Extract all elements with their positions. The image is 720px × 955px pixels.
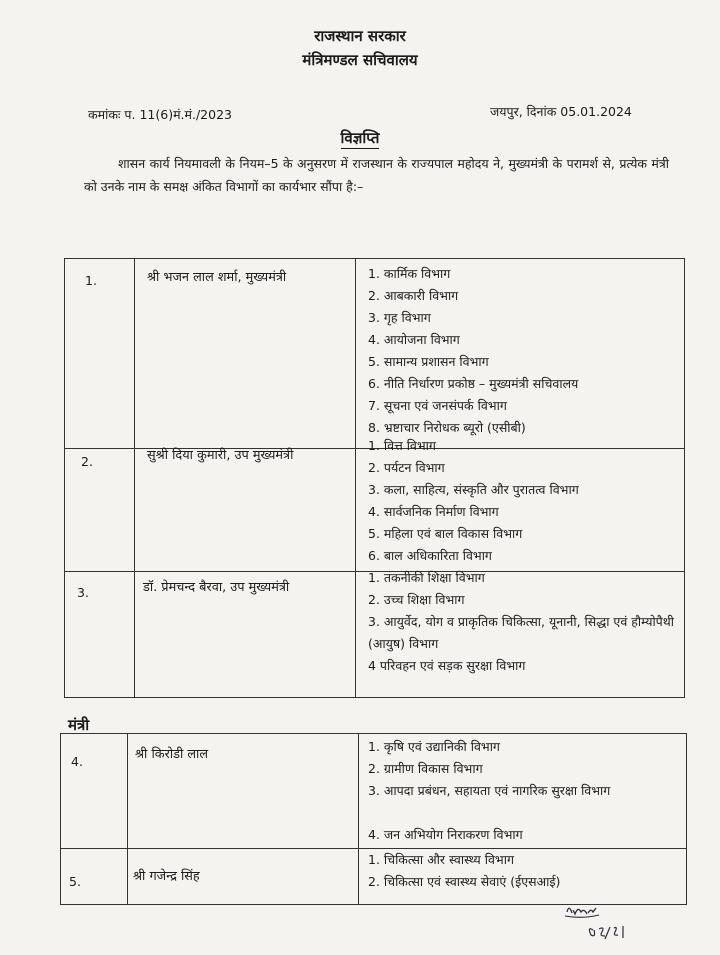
department-list [368, 263, 578, 439]
department-item: 6. नीति निर्धारण प्रकोष्ठ – मुख्यमंत्री सचिवालय [368, 376, 579, 391]
department-item: 3. आयुर्वेद, योग व प्राकृतिक चिकित्सा, यूनानी, सिद्धा एवं हौम्योपैथी (आयुष) विभाग [368, 614, 675, 651]
department-list [368, 849, 560, 893]
row-number: 3. [77, 585, 89, 600]
row-number: 4. [71, 754, 83, 769]
row-number: 1. [85, 273, 97, 288]
department-item: 1. कार्मिक विभाग [368, 266, 451, 281]
place-date: जयपुर, दिनांक 05.01.2024 [490, 104, 632, 119]
minister-name: श्री गजेन्द्र सिंह [133, 869, 200, 884]
department-item: 1. कृषि एवं उद्यानिकी विभाग [368, 739, 500, 754]
department-item: 2. पर्यटन विभाग [368, 460, 445, 475]
row-number: 2. [81, 454, 93, 469]
ministers-heading: मंत्री [68, 716, 90, 734]
department-item: 1. चिकित्सा और स्वास्थ्य विभाग [368, 852, 514, 867]
minister-name: सुश्री दिया कुमारी, उप मुख्यमंत्री [147, 448, 294, 463]
department-item: 5. महिला एवं बाल विकास विभाग [368, 526, 523, 541]
department-item: 8. भ्रष्टाचार निरोधक ब्यूरो (एसीबी) [368, 420, 526, 435]
department-list [368, 435, 579, 567]
department-item: 4. जन अभियोग निराकरण विभाग [368, 827, 523, 842]
handwritten-initials [563, 902, 633, 947]
minister-name: श्री किरोडी लाल [135, 747, 209, 762]
department-list [368, 736, 684, 846]
department-item: 2. ग्रामीण विकास विभाग [368, 761, 483, 776]
department-item: 5. सामान्य प्रशासन विभाग [368, 354, 489, 369]
intro-text: शासन कार्य नियमावली के नियम–5 के अनुसरण में राजस्थान के राज्यपाल महोदय ने, मुख्यमंत्री के परामर्श से, प्रत्येक मंत्री को उनके नाम के समक्ष अंकित विभागों का कार्यभार सौंपा है:– [84, 156, 669, 194]
department-item: 2. उच्च शिक्षा विभाग [368, 592, 465, 607]
row-number: 5. [69, 874, 81, 889]
department-item: 2. चिकित्सा एवं स्वास्थ्य सेवाएं (ईएसआई) [368, 874, 561, 889]
department-item: 3. कला, साहित्य, संस्कृति और पुरातत्व विभाग [368, 482, 579, 497]
minister-name: डॉ. प्रेमचन्द बैरवा, उप मुख्यमंत्री [143, 580, 290, 595]
notice-title: विज्ञप्ति [340, 129, 380, 147]
minister-name: श्री भजन लाल शर्मा, मुख्यमंत्री [147, 270, 287, 285]
department-list [368, 567, 680, 677]
department-item: 1. तकनीकी शिक्षा विभाग [368, 570, 485, 585]
cabinet-table [64, 258, 685, 698]
department-item: 6. बाल अधिकारिता विभाग [368, 548, 492, 563]
intro-paragraph [84, 152, 669, 198]
department-item: 2. आबकारी विभाग [368, 288, 459, 303]
ministers-table [60, 733, 687, 905]
department-item: 3. गृह विभाग [368, 310, 431, 325]
department-item: 4. आयोजना विभाग [368, 332, 460, 347]
department-item: 3. आपदा प्रबंधन, सहायता एवं नागरिक सुरक्षा विभाग [368, 783, 611, 798]
government-title: राजस्थान सरकार [314, 27, 406, 45]
reference-number: कमांकः प. 11(6)मं.मं./2023 [88, 107, 232, 122]
department-item: 4. सार्वजनिक निर्माण विभाग [368, 504, 499, 519]
department-item: 1. वित्त विभाग [368, 438, 436, 453]
department-item: 4 परिवहन एवं सड़क सुरक्षा विभाग [368, 658, 526, 673]
department-title: मंत्रिमण्डल सचिवालय [302, 51, 418, 69]
department-item: 7. सूचना एवं जनसंपर्क विभाग [368, 398, 507, 413]
